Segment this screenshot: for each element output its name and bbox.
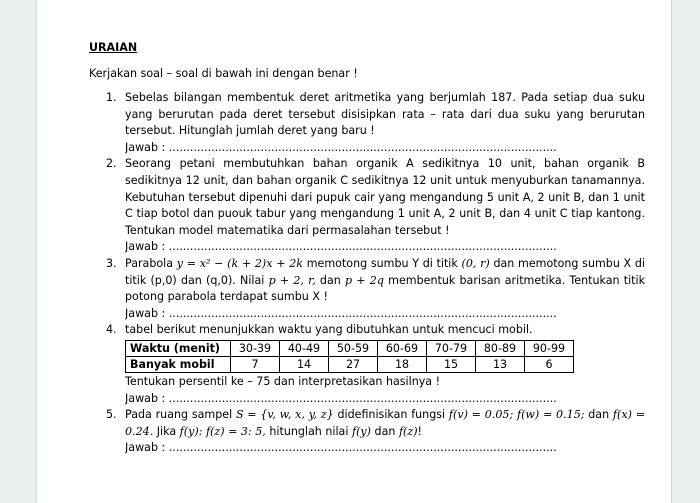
math-expression: f(y): f(z) = 3: 5, <box>179 424 266 438</box>
document-content <box>89 40 645 457</box>
table-cell: 13 <box>476 356 525 372</box>
question-4 <box>89 322 645 407</box>
table-cell: 70-79 <box>427 340 476 356</box>
table-cell: 30-39 <box>231 340 280 356</box>
table-cell: 7 <box>231 356 280 372</box>
text-run: ! <box>417 424 422 438</box>
answer-line: Jawab : .............................................................................................................. <box>125 140 557 154</box>
math-expression: S = {v, w, x, y, z} <box>235 408 334 422</box>
answer-line: Jawab : .............................................................................................................. <box>125 306 557 320</box>
math-expression: p + 2q <box>345 273 384 287</box>
text-run: Parabola <box>125 256 177 270</box>
answer-line: Jawab : .............................................................................................................. <box>125 441 557 455</box>
math-expression: f(x) = 0.24. <box>125 408 646 438</box>
question-number: 5. <box>106 408 117 422</box>
question-text <box>125 407 645 440</box>
question-number: 4. <box>106 323 117 337</box>
instruction-text: Kerjakan soal – soal di bawah ini dengan benar ! <box>89 67 358 80</box>
table-row <box>126 340 574 356</box>
text-run: dan <box>371 424 399 438</box>
math-expression: (0, r) <box>461 256 490 270</box>
table-cell: 60-69 <box>378 340 427 356</box>
answer-line: Jawab : .............................................................................................................. <box>125 240 557 254</box>
question-number: 2. <box>106 157 117 171</box>
table-row <box>126 356 574 372</box>
question-2 <box>89 156 645 256</box>
table-cell: 80-89 <box>476 340 525 356</box>
document-page <box>36 0 672 503</box>
question-text: Sebelas bilangan membentuk deret aritmetika yang berjumlah 187. Pada setiap dua suku yang berurutan pada deret tersebut disisipkan rata – rata dari dua suku yang berurutan tersebut. Hitunglah jumlah deret yang baru ! <box>125 91 645 138</box>
question-5 <box>89 407 645 457</box>
text-run: Pada ruang sampel <box>125 408 236 422</box>
math-expression: f(v) = 0.05; f(w) = 0.15; <box>448 408 585 422</box>
row-header: Banyak mobil <box>126 356 231 372</box>
text-run: memotong sumbu Y di titik <box>303 256 462 270</box>
table-cell: 27 <box>329 356 378 372</box>
text-run: dan memotong sumbu X di titik (p,0) dan (q,0). Nilai <box>125 256 645 287</box>
table-cell: 50-59 <box>329 340 378 356</box>
table-cell: 15 <box>427 356 476 372</box>
row-header: Waktu (menit) <box>126 340 231 356</box>
question-text: Tentukan persentil ke – 75 dan interpretasikan hasilnya ! <box>125 374 441 388</box>
text-run: dan <box>315 273 345 287</box>
washing-time-table <box>125 340 574 373</box>
text-run: membentuk barisan aritmetika. Tentukan titik potong parabola terdapat sumbu X ! <box>125 273 646 304</box>
text-run: didefinisikan fungsi <box>333 408 449 422</box>
section-title: URAIAN <box>89 41 138 54</box>
table-cell: 40-49 <box>280 340 329 356</box>
question-text: tabel berikut menunjukkan waktu yang dibutuhkan untuk mencuci mobil. <box>125 323 533 337</box>
answer-line: Jawab : .............................................................................................................. <box>125 391 557 405</box>
math-expression: p + 2, r, <box>268 273 316 287</box>
text-run: dan <box>584 408 613 422</box>
table-cell: 90-99 <box>525 340 574 356</box>
math-expression: y = x² − (k + 2)x + 2k <box>176 256 303 270</box>
text-run: hitunglah nilai <box>265 424 352 438</box>
question-number: 3. <box>106 256 117 270</box>
question-1 <box>89 90 645 156</box>
table-cell: 14 <box>280 356 329 372</box>
math-expression: f(y) <box>351 424 371 438</box>
question-text <box>125 256 645 306</box>
question-3 <box>89 256 645 322</box>
question-text: Seorang petani membutuhkan bahan organik A sedikitnya 10 unit, bahan organik B sedikitnya 12 unit, dan bahan organik C sedikitnya 12 unit untuk menyuburkan tanamannya. Kebutuhan tersebut dipenuhi dari pupuk cair yang mengandung 5 unit A, 2 unit B, dan 1 unit C tiap botol dan puouk tabur yang mengandung 1 unit A, 2 unit B, dan 4 unit C tiap kantong. Tentukan model matematika dari permasalahan tersebut ! <box>125 157 645 237</box>
question-number: 1. <box>106 91 117 104</box>
math-expression: f(z) <box>398 424 418 438</box>
table-cell: 18 <box>378 356 427 372</box>
question-list <box>89 90 645 457</box>
text-run: Jika <box>153 424 180 438</box>
table-cell: 6 <box>525 356 574 372</box>
